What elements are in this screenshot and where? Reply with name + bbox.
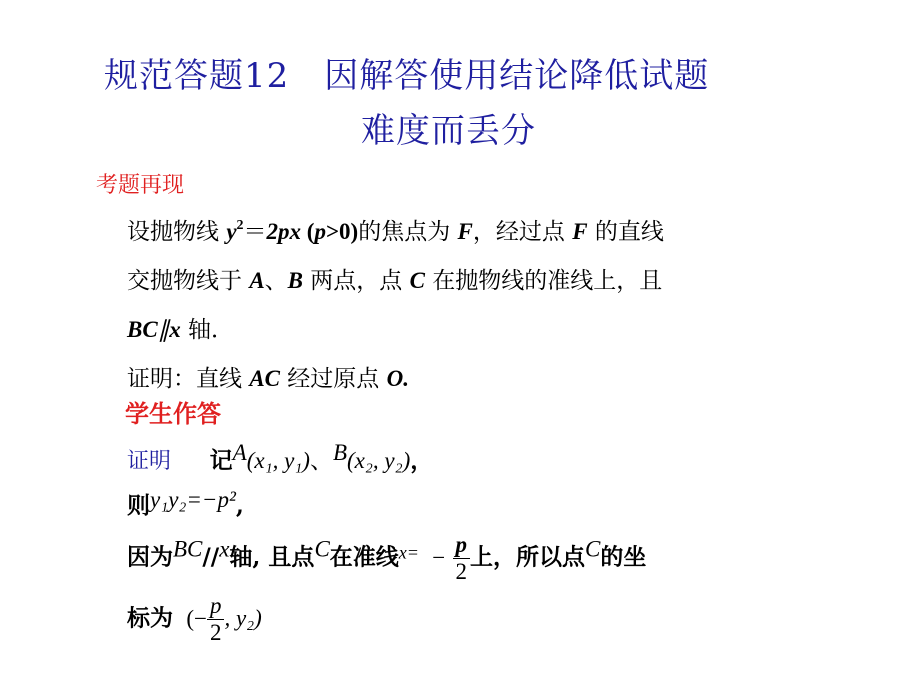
answer-line-4 [127, 593, 262, 646]
math-var: BC [173, 536, 203, 562]
math-paren: ( [301, 219, 315, 244]
page-title-line-2: 难度而丢分 [361, 111, 536, 151]
problem-text: 交抛物线于 [127, 268, 250, 294]
math-operator: − [432, 544, 446, 570]
math-operator: ＝ [243, 219, 267, 245]
problem-line-1 [127, 213, 664, 246]
math-var: y [226, 219, 237, 244]
answer-text: 、 [309, 448, 333, 474]
problem-text: 、 [264, 268, 288, 294]
math-var: BC [127, 317, 158, 342]
problem-text: 的直线 [587, 219, 664, 245]
math-var: x [219, 536, 230, 562]
math-expr: 2px [266, 219, 302, 244]
problem-text: ，经过点 [472, 219, 573, 245]
answer-text: 在准线 [329, 543, 399, 571]
math-var: A [232, 440, 247, 465]
math-expr: x= [398, 542, 419, 563]
page-title-line-1: 规范答题12 因解答使用结论降低试题 [104, 56, 710, 96]
problem-text: 的焦点为 [358, 219, 458, 245]
answer-text: 上，所以点 [470, 543, 586, 571]
parallel-symbol: // [202, 543, 220, 571]
math-var: x [169, 317, 181, 342]
section-heading-student-answer: 学生作答 [125, 399, 221, 428]
fraction-denominator: 2 [455, 559, 468, 584]
math-expr: y₁y₂=−p² [150, 487, 236, 512]
fraction-p-over-2 [207, 593, 225, 646]
answer-text: 标为 [127, 604, 173, 632]
answer-line-1 [127, 440, 433, 475]
problem-line-3 [127, 311, 234, 344]
section-heading-problem: 考题再现 [96, 173, 185, 198]
math-expr: >0) [325, 219, 359, 244]
math-var: AC [249, 366, 280, 391]
math-var: F [457, 219, 473, 244]
answer-text: 轴, 且点 [229, 543, 315, 571]
problem-text: 设抛物线 [127, 219, 227, 245]
math-expr: (x₂, y₂) [347, 448, 411, 473]
math-paren: (− [186, 605, 207, 631]
math-var: A [249, 268, 265, 293]
answer-text: 的坐 [600, 543, 647, 571]
fraction-p-over-2 [453, 532, 471, 585]
math-var: C [585, 536, 601, 562]
math-var: F [572, 219, 588, 244]
problem-text: 经过原点 [280, 366, 387, 392]
math-var: B [332, 440, 347, 465]
problem-line-4 [127, 360, 409, 393]
fraction-numerator: p [453, 532, 471, 559]
answer-text: 记 [209, 447, 233, 474]
parallel-symbol: ∥ [157, 317, 170, 342]
answer-text: , [235, 492, 244, 519]
proof-label: 证明 [127, 449, 172, 474]
fraction-numerator: p [207, 593, 225, 620]
answer-line-2 [127, 487, 244, 520]
math-exponent: 2 [236, 218, 244, 233]
problem-text: 轴． [180, 317, 234, 343]
answer-line-3 [127, 532, 646, 585]
math-var: p [314, 219, 326, 244]
answer-text: 则 [127, 492, 150, 519]
math-expr: , y₂) [224, 605, 262, 631]
math-var: B [287, 268, 303, 293]
problem-line-2 [127, 262, 662, 295]
answer-text: ， [410, 447, 434, 474]
answer-text: 因为 [127, 543, 173, 571]
problem-text: 在抛物线的准线上，且 [424, 268, 663, 294]
problem-text: 证明：直线 [127, 366, 250, 392]
math-expr: (x₁, y₁) [246, 448, 310, 473]
math-var: C [409, 268, 425, 293]
math-var: O. [386, 366, 409, 391]
problem-text: 两点，点 [303, 268, 410, 294]
fraction-denominator: 2 [209, 620, 222, 645]
math-var: C [314, 536, 330, 562]
